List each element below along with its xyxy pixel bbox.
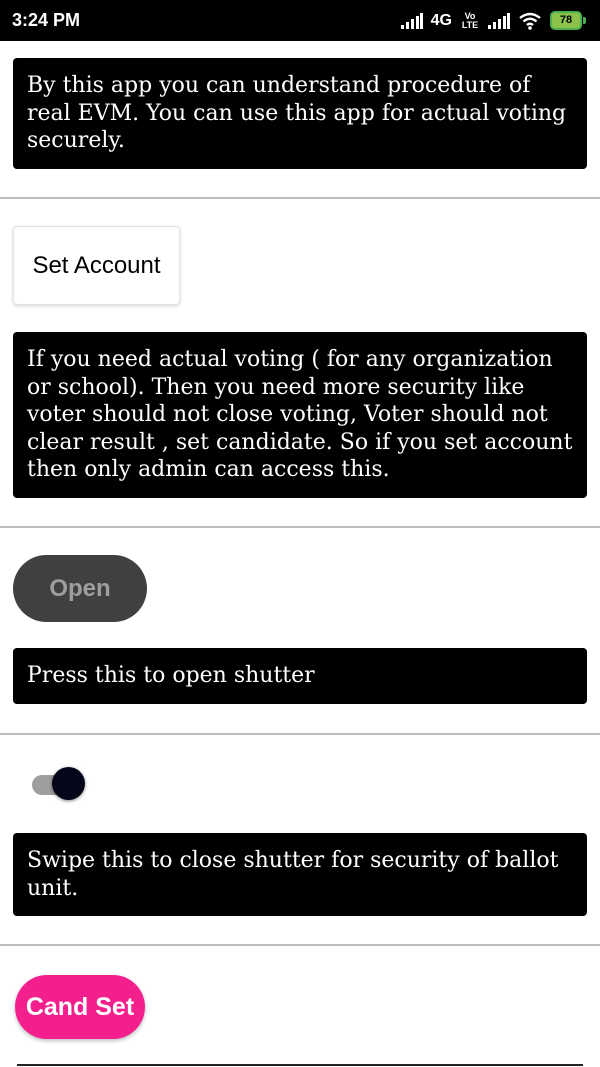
set-account-button[interactable]: Set Account bbox=[13, 226, 180, 305]
status-bar bbox=[0, 0, 600, 41]
divider bbox=[0, 944, 600, 946]
network-type: 4G bbox=[430, 11, 452, 29]
divider bbox=[0, 526, 600, 528]
account-info-box: If you need actual voting ( for any organization or school). Then you need more security like voter should not close voting, Voter should not clear result , set candidate. So if you set account then only admin can access this. bbox=[13, 332, 587, 498]
volte-indicator: Vo LTE bbox=[461, 10, 479, 30]
bottom-divider bbox=[17, 1064, 583, 1066]
divider bbox=[0, 197, 600, 199]
status-icons bbox=[401, 11, 586, 30]
wifi-icon bbox=[518, 12, 542, 30]
battery-level: 78 bbox=[550, 11, 582, 30]
cand-set-button[interactable]: Cand Set bbox=[15, 975, 145, 1039]
open-info-box: Press this to open shutter bbox=[13, 648, 587, 704]
divider bbox=[0, 733, 600, 735]
intro-info-box: By this app you can understand procedure of real EVM. You can use this app for actual voting securely. bbox=[13, 58, 587, 169]
battery-icon bbox=[550, 11, 586, 30]
switch-thumb bbox=[52, 767, 85, 800]
signal-icon bbox=[488, 13, 510, 29]
status-time: 3:24 PM bbox=[12, 10, 81, 30]
open-shutter-button[interactable]: Open bbox=[13, 555, 147, 622]
battery-tip bbox=[583, 17, 586, 24]
close-shutter-switch[interactable] bbox=[30, 766, 88, 802]
close-info-box: Swipe this to close shutter for security of ballot unit. bbox=[13, 833, 587, 916]
signal-icon bbox=[401, 13, 423, 29]
